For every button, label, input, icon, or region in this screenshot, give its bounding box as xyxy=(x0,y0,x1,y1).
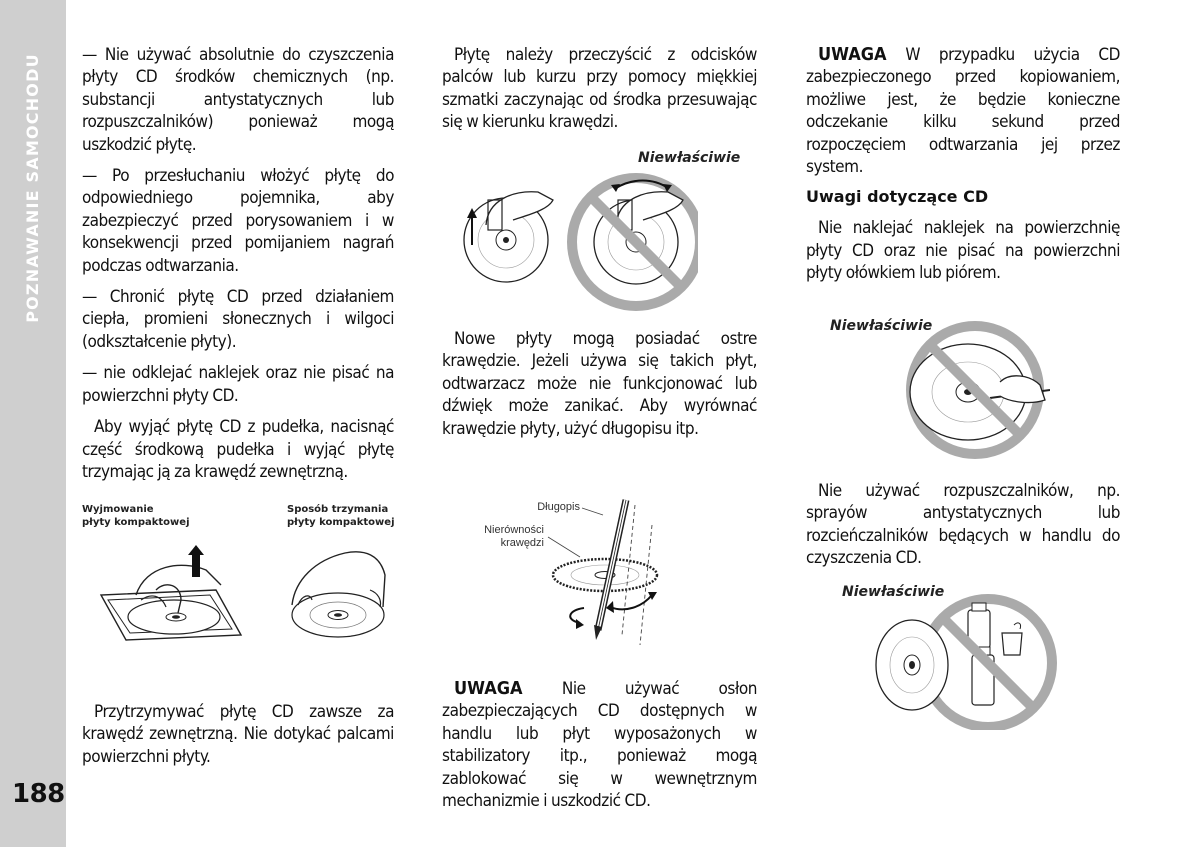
column-right-solvents xyxy=(806,480,1120,570)
paragraph: Nie używać rozpuszczalników, np. sprayów antystatycznych lub rozcieńczalników będących w handlu do czyszczenia CD. xyxy=(806,481,1120,569)
column-middle xyxy=(442,44,757,134)
cd-removal-illustration xyxy=(96,545,246,655)
paragraph: — nie odklejać naklejek oraz nie pisać na powierzchni płyty CD. xyxy=(82,363,394,406)
annotation-pen: Długopis xyxy=(537,501,580,513)
subheading: Uwagi dotyczące CD xyxy=(806,187,989,207)
cd-holding-illustration xyxy=(290,545,390,645)
figure-label-incorrect: Niewłaściwie xyxy=(830,318,933,334)
section-sidebar xyxy=(0,0,66,847)
figure-label-incorrect: Niewłaściwie xyxy=(842,584,945,600)
paragraph: Nowe płyty mogą posiadać ostre krawędzie. Jeżeli używa się takich płyt, odtwarzacz może nie funkcjonować lub dźwięk może zanikać. Aby wyrównać krawędzie płyty, użyć długopisu itp. xyxy=(442,329,757,439)
warning-text: Nie używać osłon zabezpieczających CD dostępnych w handlu lub płyt wyposażonych w stabilizatory itp., ponieważ mogą zablokować się w wewnętrznym mechanizmie i uszkodzić CD. xyxy=(442,679,757,812)
paragraph: Nie naklejać naklejek na powierzchnię płyty CD oraz nie pisać na powierzchni płyty ołówkiem lub piórem. xyxy=(806,218,1120,284)
warning-paragraph xyxy=(442,678,757,812)
column-right xyxy=(806,44,1120,285)
paragraph: Przytrzymywać płytę CD zawsze za krawędź zewnętrzną. Nie dotykać palcami powierzchni płyty. xyxy=(82,702,394,767)
paragraph: — Nie używać absolutnie do czyszczenia płyty CD środków chemicznych (np. substancji antystatycznych lub rozpuszczalników) ponieważ mogą uszkodzić płytę. xyxy=(82,45,394,155)
figure-label-incorrect: Niewłaściwie xyxy=(638,150,741,166)
column-middle-edges xyxy=(442,328,757,440)
paragraph: Płytę należy przeczyścić z odcisków palców lub kurzu przy pomocy miękkiej szmatki zaczynając od środka przesuwając się w kierunku krawędzi. xyxy=(442,45,757,133)
cd-solvents-illustration xyxy=(872,585,1057,730)
column-middle-warning xyxy=(442,678,757,812)
paragraph: Aby wyjąć płytę CD z pudełka, nacisnąć część środkową pudełka i wyjąć płytę trzymając ją za krawędź zewnętrzną. xyxy=(82,417,394,482)
warning-paragraph xyxy=(806,44,1120,178)
paragraph: — Chronić płytę CD przed działaniem ciepła, promieni słonecznych i wilgoci (odkształcenie płyty). xyxy=(82,287,394,352)
column-left-bottom xyxy=(82,701,394,768)
annotation-edges: Nierówności krawędzi xyxy=(484,524,544,549)
warning-label: UWAGA xyxy=(818,44,887,65)
page-number: 188 xyxy=(12,779,65,809)
figure-caption-remove: Wyjmowanie płyty kompaktowej xyxy=(82,504,190,528)
figure-caption-hold: Sposób trzymania płyty kompaktowej xyxy=(287,504,395,528)
pen-edge-illustration xyxy=(540,495,670,645)
column-left xyxy=(82,44,394,483)
cd-wiping-illustration xyxy=(458,170,698,315)
warning-text: W przypadku użycia CD zabezpieczonego przed kopiowaniem, możliwe jest, że będzie konieczne odczekanie kilku sekund przed rozpoczęciem odtwarzania jej przez system. xyxy=(806,45,1120,178)
warning-label: UWAGA xyxy=(454,678,523,699)
cd-writing-illustration xyxy=(900,320,1050,460)
paragraph: — Po przesłuchaniu włożyć płytę do odpowiedniego pojemnika, aby zabezpieczyć przed porysowaniem i w konsekwencji przed pomijaniem nagrań podczas odtwarzania. xyxy=(82,166,394,276)
section-title: POZNAWANIE SAMOCHODU xyxy=(23,53,42,323)
